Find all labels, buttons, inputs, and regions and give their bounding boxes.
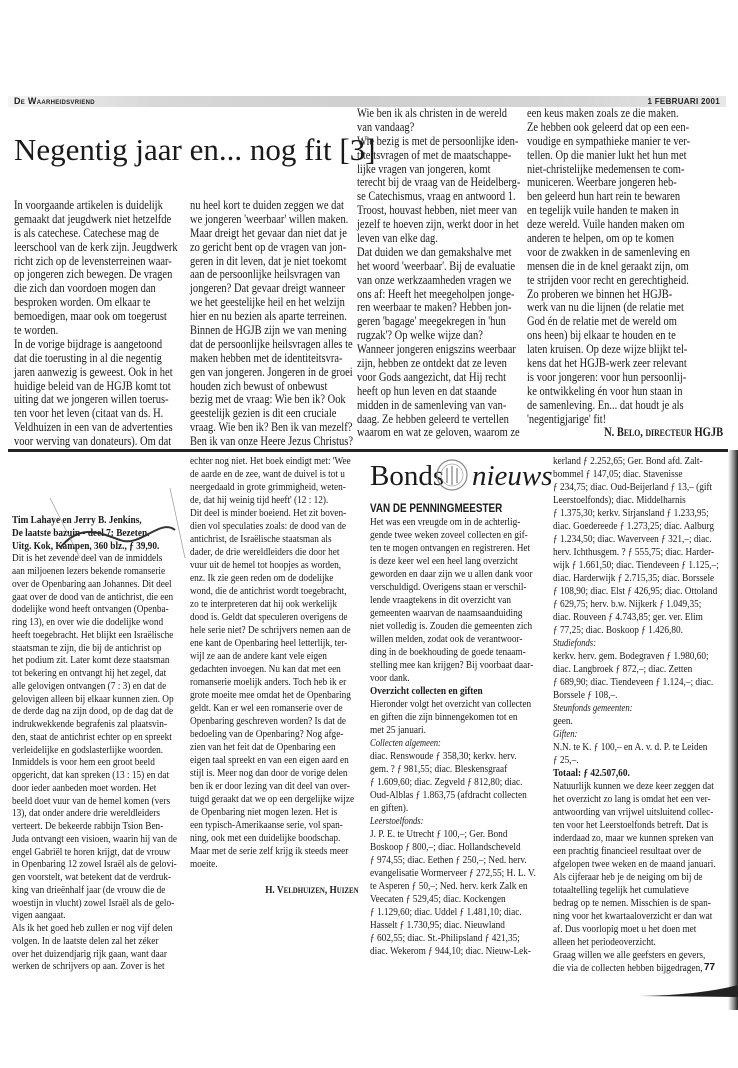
text-line: volgen. In de laatste delen zal het zéker — [12, 934, 159, 947]
text-line: Troost, houvast hebben, niet meer van — [357, 203, 518, 218]
text-line: gelovigen alleen bij elkaar kunnen zien. Op — [12, 692, 174, 705]
text-line: Dit deel is minder boeiend. Het zit boven- — [190, 507, 347, 519]
text-line: tuigd geraakt dat we op een dergelijke wijze — [190, 793, 355, 805]
text-line: alle gelovigen ontvangen (7 : 3) en dat de — [12, 679, 167, 692]
article-column-4 — [527, 107, 723, 440]
text-line: herv. Ichthusgem. ? ƒ 555,75; diac. Harder- — [553, 546, 715, 558]
article-column-3 — [357, 107, 525, 440]
text-line: deze wereld. Vuile handen maken om — [527, 217, 685, 232]
text-line: Uitg. Kok, Kampen, 360 blz., ƒ 39,90. — [12, 539, 160, 552]
text-line: een typisch-Amerikaanse serie, vol span- — [190, 819, 343, 831]
text-line: ons heen) bij elkaar te houden en te — [527, 328, 676, 343]
text-line: Wie bezig is met de persoonlijke iden- — [357, 133, 519, 148]
text-line: antwoording van vrijwel uitsluitend collec- — [553, 806, 714, 818]
publication-name: De Waarheidsvriend — [14, 96, 95, 106]
text-line: wond, die de antichrist wordt toegebracht, — [190, 585, 347, 597]
text-line: beeld doet vuur van de hemel komen (vers — [12, 794, 171, 807]
text-line: king van drieënhalf jaar (de vrouw die de — [12, 883, 166, 896]
text-line: zo gericht bent op de vragen van jon- — [190, 239, 347, 254]
page-curl-shadow — [640, 985, 738, 997]
logo-text-left: Bonds — [370, 460, 445, 492]
text-line: zijn, hebben ze ontdekt dat ze leven — [357, 356, 507, 371]
text-line: romanserie moelijk anders. Toch heb ik er — [190, 676, 347, 688]
text-line: met 25 januari. — [370, 724, 426, 736]
text-line: Ben ik van onze Heere Jezus Christus? — [190, 434, 353, 449]
text-line: is als catechese. Catechese mag de — [14, 225, 159, 240]
text-line: bedrag op te nemen. Misschien is de span- — [553, 897, 711, 909]
text-line: de, dat hij weinig tijd heeft' (12 : 12). — [190, 494, 329, 506]
text-line: ring 13), en over wie die dodelijke wond — [12, 616, 164, 628]
text-line: diac. Langbroek ƒ 872,–; diac. Zetten — [553, 663, 693, 675]
text-line: indrukwekkende begrafenis zal plaatsvin- — [12, 718, 167, 730]
text-line: zo te interpreteren dat hij ook werkelijk — [190, 598, 337, 610]
text-line: bemoedigen, maar ook om toegerust — [14, 309, 167, 324]
page-number: 77 — [704, 962, 716, 973]
text-line: vuur uit de hemel tot hoopjes as worden, — [190, 559, 342, 571]
text-line: en giften die zijn binnengekomen tot en — [370, 711, 518, 723]
text-line: geren 'bagage' meegekregen in 'hun — [357, 314, 506, 329]
text-line: ƒ 689,90; diac. Tiendeveen ƒ 1.124,–; diac. — [553, 676, 714, 688]
text-line: ene kant de Openbaring heel letterlijk, ter- — [190, 637, 348, 649]
text-line: te worden. — [14, 323, 59, 338]
article-column-1 — [14, 199, 182, 449]
text-line: ning voor het kwartaaloverzicht er dan wat — [553, 910, 713, 922]
section-heading: VAN DE PENNINGMEESTER — [370, 503, 503, 515]
article-column-2 — [190, 199, 358, 449]
subsection-label: Studiefonds: — [553, 638, 596, 649]
text-line: te strijden voor recht en gerechtigheid. — [527, 272, 689, 287]
text-line: het overzicht zo lang is omdat het een ver- — [553, 793, 711, 805]
text-line: Natuurlijk kunnen we deze keer zeggen dat — [553, 780, 714, 792]
text-line: vraag. Wie ben ik? Ben ik van mezelf? — [190, 420, 353, 435]
text-line: ding in de boekhouding de goede tenaam- — [370, 646, 526, 658]
text-line: ten te mogen ontvangen en registreren. Het — [370, 542, 531, 554]
text-line: voor werving van donateurs). Om dat — [14, 434, 172, 449]
text-line: Veecaten ƒ 529,45; diac. Kockengen — [370, 893, 506, 905]
text-line: is deze keer wel een heel lang overzicht — [370, 555, 518, 567]
text-line: gemaakt dat jeugdwerk niet hetzelfde — [14, 211, 172, 226]
author-signature: H. Veldhuizen, Huizen — [265, 884, 359, 896]
text-line: ning, ook met een duidelijke boodschap. — [190, 832, 341, 844]
text-line: niet-christelijke medemensen te com- — [527, 161, 685, 176]
text-line: stelling mee kan krijgen? Bij voorbaat daar- — [370, 659, 534, 671]
text-line: de derde dag na zijn dood, op de dag dat de — [12, 705, 174, 718]
text-line: voor dank. — [370, 672, 410, 684]
text-line: Openbaring geschreven worden? Is dat de — [190, 715, 346, 727]
bondsnieuws-column-2 — [553, 455, 722, 975]
text-line: dader, de drie wereldleiders die door het — [190, 546, 340, 558]
text-line: kens dat het HGJB-werk zeer relevant — [527, 356, 687, 371]
article-title: Negentig jaar en... nog fit [3] — [14, 132, 376, 167]
text-line: diac. Renswoude ƒ 358,30; kerkv. herv. — [370, 750, 517, 762]
text-line: bedoeling van de Openbaring? Nog afge- — [190, 728, 344, 740]
text-line: diac. Wekerom ƒ 944,10; diac. Nieuw-Lek- — [370, 945, 532, 957]
text-line: van vandaag? — [357, 119, 415, 134]
text-line: jongeren? Dat gevaar dreigt wanneer — [190, 281, 345, 296]
author-signature: N. Belo, directeur HGJB — [604, 425, 724, 440]
text-line: werken de schrijvers op aan. Zover is het — [12, 960, 165, 973]
text-line: ons af: Heeft het meegeholpen jonge- — [357, 286, 515, 301]
text-line: dood is. Geldt dat speculeren overigens de — [190, 611, 348, 623]
text-line: hele serie niet? De schrijvers nemen aan de — [190, 624, 351, 636]
text-line: over het duizendjarig rijk gaan, want daar — [12, 947, 167, 960]
text-line: Oud-Alblas ƒ 1.863,75 (afdracht collecten — [370, 789, 527, 801]
text-line: ƒ 629,75; herv. b.w. Nijkerk ƒ 1.049,35; — [553, 598, 702, 610]
text-line: Graag willen we alle geefsters en gevers, — [553, 949, 706, 961]
text-line: Wanneer jongeren enigszins weerbaar — [357, 342, 516, 357]
text-line: voor Gods aangezicht, dat Hij recht — [357, 369, 507, 384]
text-line: leerschool van de kerk zijn. Jeugdwerk — [14, 239, 178, 254]
text-line: diac. Rouveen ƒ 4.743,85; ger. ver. Elim — [553, 611, 703, 623]
text-line: we jongeren 'weerbaar' willen maken. — [190, 211, 349, 226]
text-line: ƒ 602,55; diac. St.-Philipsland ƒ 421,35; — [370, 932, 520, 944]
text-line: Maar met de serie zelf krijg ik steeds meer — [190, 845, 349, 857]
text-line: waarom en wat ze geloven, waarom ze — [357, 425, 520, 440]
text-line: ben geleerd hun hart rein te bewaren — [527, 189, 681, 204]
text-line: lende vraagtekens in dit overzicht van — [370, 594, 512, 606]
text-line: In de vorige bijdrage is aangetoond — [14, 336, 163, 351]
text-line: wijl ze aan de andere kant vele eigen — [190, 650, 327, 662]
text-line: en tegelijk vuile handen te maken in — [527, 203, 679, 218]
text-line: alleen het periodeoverzicht. — [553, 936, 656, 948]
text-line: gedachten invoegen. Nu kan dat met een — [190, 663, 341, 675]
text-line: dodelijke wond heeft ontvangen (Openba- — [12, 603, 169, 616]
review-column-2 — [190, 455, 359, 897]
text-line: geen. — [553, 715, 573, 727]
text-line: besproken worden. Om elkaar te — [14, 295, 151, 310]
text-line: zien van het feit dat de Openbaring een — [190, 741, 336, 753]
text-line: maken hebben met de identiteitsvra- — [190, 350, 343, 365]
text-line: geldt. Kan er wel een romanserie over de — [190, 702, 343, 714]
text-line: jezelf te hoeven zijn, werkt door in het — [357, 217, 519, 232]
text-line: God én de relatie met de wereld om — [527, 314, 677, 329]
page-edge-shadow — [728, 450, 738, 1010]
text-line: municeren. Weerbare jongeren heb- — [527, 175, 677, 190]
text-line: wijk ƒ 1.661,50; diac. Tiendeveen ƒ 1.125,–; — [553, 559, 719, 571]
bondsnieuws-logo — [370, 458, 553, 494]
text-line: ten voor het leven (citaat van ds. H. — [14, 406, 164, 421]
subsection-label: Steunfonds gemeenten: — [553, 703, 633, 714]
text-line: het podium zit. Later komt deze staatsman — [12, 654, 170, 667]
text-line: hier en nu bezien als aparte terreinen. — [190, 309, 347, 324]
text-line: antichrist, de Israëlische staatsman als — [190, 533, 332, 545]
text-line: staatsman te zijn, die bij de antichrist op — [12, 641, 162, 654]
text-line: Het was een vreugde om in de achterlig- — [370, 516, 521, 528]
text-line: gem. ? ƒ 981,55; diac. Bleskensgraaf — [370, 763, 508, 775]
text-line: moeite. — [190, 858, 218, 870]
text-line: gende twee weken zoveel collecten en gif- — [370, 529, 528, 541]
text-line: eigen taal spreekt en van een eigen aard en — [190, 754, 349, 766]
text-line: die zich dan voordoen mogen dan — [14, 281, 156, 296]
text-line: Overzicht collecten en giften — [370, 685, 483, 697]
text-line: een keus maken zoals ze die maken. — [527, 106, 679, 120]
text-line: afgelopen twee weken en de maand januari. — [553, 858, 716, 870]
text-line: Borssele ƒ 108,–. — [553, 689, 618, 701]
text-line: Dat duiden we dan gemakshalve met — [357, 244, 512, 259]
text-line: 13), dat onder andere drie wereldleiders — [12, 807, 160, 820]
text-line: Maar dreigt het gevaar dan niet dat je — [190, 225, 347, 240]
text-line: ƒ 1.609,60; diac. Zegveld ƒ 812,80; diac. — [370, 776, 523, 788]
text-line: aan de persoonlijke heilsvragen van — [190, 267, 341, 282]
text-line: ƒ 25,–. — [553, 754, 579, 766]
text-line: Tim Lahaye en Jerry B. Jenkins, — [12, 514, 142, 526]
text-line: Wie ben ik als christen in de wereld — [357, 106, 508, 120]
text-line: en giften). — [370, 802, 409, 814]
text-line: ƒ 234,75; diac. Oud-Beijerland ƒ 13,– (gift — [553, 481, 713, 493]
text-line: vigen aangaat. — [12, 909, 66, 922]
text-line: gen van jongeren. Jongeren in de groei — [190, 364, 353, 379]
text-line: neergedaald in grote grimmigheid, weten- — [190, 481, 346, 493]
text-line: door ieder aanbeden moet worden. Het — [12, 781, 157, 794]
text-line: Als cijferaar heb je de neiging om bij de — [553, 871, 703, 883]
text-line: verteert. De bekeerde rabbijn Tsion Ben- — [12, 820, 164, 832]
text-line: kerland ƒ 2.252,65; Ger. Bond afd. Zalt- — [553, 455, 703, 467]
text-line: inderdaad zo, maar we kunnen spreken van — [553, 832, 714, 844]
text-line: geestelijk gezien is dit een cruciale — [190, 406, 337, 421]
text-line: houden zich bewust of onbewust — [190, 378, 328, 393]
text-line: Hieronder volgt het overzicht van collecten — [370, 698, 532, 710]
seal-emblem-icon — [436, 459, 468, 491]
text-line: ƒ 1.234,50; diac. Waverveen ƒ 321,–; diac. — [553, 533, 712, 545]
text-line: se Catechismus, vraag en antwoord 1. — [357, 189, 516, 204]
text-line: Boskoop ƒ 800,–; diac. Hollandscheveld — [370, 841, 521, 853]
text-line: ke ontwikkeling én voor hun staan in — [527, 383, 683, 398]
text-line: niet volledig is. Zouden die gemeenten zich — [370, 620, 533, 632]
text-line: de Openbaring niet mogen lezen. Het is — [190, 806, 338, 818]
text-line: geren in dit leven, dat je niet toekomt — [190, 253, 347, 268]
text-line: jaren aanwezig is geweest. Ook in het — [14, 364, 173, 379]
text-line: Leerstoelfonds); diac. Middelharnis — [553, 494, 686, 506]
text-line: aan miljoenen lezers bekende romanserie — [12, 565, 166, 577]
text-line: bommel ƒ 147,05; diac. Stavenisse — [553, 468, 683, 480]
text-line: ƒ 1.129,60; diac. Uddel ƒ 1.481,10; diac. — [370, 906, 522, 918]
text-line: is voor jongeren: voor hun persoonlij- — [527, 369, 687, 384]
text-line: leven van elke dag. — [357, 231, 438, 246]
logo-text-right: nieuws — [472, 460, 553, 492]
text-line: daag. Ze hebben geleerd te vertellen — [357, 411, 509, 426]
text-line: uiting dat we jongeren willen toerus- — [14, 392, 169, 407]
text-line: de aarde en de zee, want de duivel is tot u — [190, 468, 345, 480]
text-line: Juda ontvangt een visioen, waarin hij van de — [12, 832, 178, 845]
text-line: richt zich op de levensterreinen waar- — [14, 253, 172, 268]
text-line: geworden en daar zijn we u allen dank voor — [370, 568, 533, 580]
text-line: ten voor het Leerstoelfonds betreft. Dat is — [553, 819, 708, 831]
text-line: heeft toegebracht. Het blijkt een Israëlische — [12, 628, 174, 641]
issue-date: 1 FEBRUARI 2001 — [647, 97, 720, 106]
text-line: dien vol speculaties zoals: de dood van de — [190, 520, 347, 532]
text-line: een prachtig financieel resultaat over de — [553, 845, 702, 857]
text-line: den, staat de antichrist echter op en spreekt — [12, 730, 172, 743]
text-line: Zo proberen we binnen het HGJB- — [527, 286, 673, 301]
text-line: de samenleving. En... dat houdt je als — [527, 397, 684, 412]
subsection-label: Giften: — [553, 729, 578, 740]
text-line: engel Gabriël te horen krijgt, dat de vrouw — [12, 845, 171, 858]
text-line: in Openbaring 12 zowel Israël als de gelovi- — [12, 858, 177, 871]
text-line: willen melden, zodat ook de verantwoor- — [370, 633, 523, 645]
text-line: gaat over de dood van de antichrist, die een — [12, 590, 174, 603]
text-line: die via de collecten hebben bijgedragen, — [553, 962, 703, 974]
text-line: ƒ 974,55; diac. Eethen ƒ 250,–; Ned. herv. — [370, 854, 527, 866]
text-line: voor de zwakken in de samenleving en — [527, 244, 690, 259]
text-line: dat die toerusting in al die negentig — [14, 350, 162, 365]
text-line: echter nog niet. Het boek eindigt met: 'Wee — [190, 455, 351, 467]
section-divider — [8, 449, 728, 452]
text-line: gemeenten waarvan de naamsaanduiding — [370, 607, 523, 619]
text-line: laten kruisen. Op deze wijze blijkt tel- — [527, 342, 688, 357]
text-line: Veldhuizen in een van de advertenties — [14, 420, 173, 435]
text-line: lijke vragen van jongeren, komt — [357, 161, 491, 176]
text-line: kerkv. herv. gem. Bodegraven ƒ 1.980,60; — [553, 650, 709, 662]
text-line: enz. Ik zie geen reden om de dodelijke — [190, 572, 334, 584]
text-line: ƒ 77,25; diac. Boskoop ƒ 1.426,80. — [553, 624, 683, 636]
text-line: nu heel kort te duiden zeggen we dat — [190, 198, 344, 212]
text-line: over de Openbaring aan Johannes. Dit deel — [12, 577, 172, 590]
text-line: 'negentigjarige' fit! — [527, 411, 607, 426]
text-line: ren weerbaar te maken? Hebben jon- — [357, 300, 512, 315]
text-line: rugzak'? Op welke wijze dan? — [357, 328, 483, 343]
text-line: Ze hebben ook geleerd dat op een een- — [527, 119, 690, 134]
text-line: gen voorstelt, wat betekent dat de verdruk- — [12, 871, 172, 883]
review-column-1 — [12, 514, 181, 973]
text-line: bezig met de vraag: Wie ben ik? Ook — [190, 392, 346, 407]
text-line: totaaltelling tegelijk het cumulatieve — [553, 884, 689, 896]
text-line: woestijn in vlucht) zowel Israël als de gelo- — [12, 896, 175, 909]
bondsnieuws-column-1 — [370, 503, 539, 958]
text-line: verschuldigd. Overigens staan er verschil- — [370, 581, 527, 593]
text-line: N.N. te K. ƒ 100,– en A. v. d. P. te Leiden — [553, 741, 708, 753]
text-line: ƒ 1.375,30; kerkv. Sirjansland ƒ 1.233,95; — [553, 507, 709, 519]
text-line: J. P. E. te Utrecht ƒ 100,–; Ger. Bond — [370, 828, 508, 840]
text-line: grote moeite mee omdat het de Openbaring — [190, 689, 351, 701]
text-line: midden in de samenleving van van- — [357, 397, 507, 412]
text-line: Hasselt ƒ 1.730,95; diac. Nieuwland — [370, 919, 505, 931]
text-line: verleidelijke en godslasterlijke woorden. — [12, 743, 164, 756]
text-line: Dit is het zevende deel van de inmiddels — [12, 552, 163, 565]
text-line: op jongeren zich bewegen. De vragen — [14, 267, 173, 282]
text-line: voudige en sympathieke manier te ver- — [527, 133, 691, 148]
text-line: dat de persoonlijke heilsvragen alles te — [190, 336, 353, 351]
text-line: werk van nu die lijnen (de relatie met — [527, 300, 684, 315]
scribble-mark-icon — [20, 478, 190, 568]
text-line — [190, 871, 359, 884]
text-line: opgericht, dat kan spreken (13 : 15) en dat — [12, 769, 170, 781]
text-line: Als ik het goed heb zullen er nog vijf delen — [12, 922, 173, 934]
text-line: stijl is. Meer nog dan door de vorige delen — [190, 767, 348, 779]
text-line: Inmiddels is voor hem een groot beeld — [12, 756, 155, 769]
text-line: Binnen de HGJB zijn we van mening — [190, 323, 347, 338]
subsection-label: Collecten algemeen: — [370, 738, 441, 749]
text-line: In voorgaande artikelen is duidelijk — [14, 198, 163, 212]
text-line: anderen te helpen, om op te komen — [527, 231, 674, 246]
text-line: te Asperen ƒ 50,–; Ned. herv. kerk Zalk en — [370, 880, 528, 892]
text-line: ƒ 108,90; diac. Elst ƒ 426,95; diac. Ottoland — [553, 585, 718, 597]
text-line: De laatste bazuin - deel 7: Bezeten. — [12, 526, 150, 539]
text-line: titeitsvragen of met de maatschappe- — [357, 147, 512, 162]
text-line: terecht bij de vraag van de Heidelberg- — [357, 175, 521, 190]
text-line: heeft op hun leven en dat staande — [357, 383, 497, 398]
text-line: tot bekering en ontvangt hij het zegel, dat — [12, 667, 167, 679]
text-line: diac. Harderwijk ƒ 2.715,35; diac. Borssele — [553, 572, 715, 584]
subsection-label: Leerstoelfonds: — [370, 816, 424, 827]
text-line: van onze werkzaamheden vragen we — [357, 272, 512, 287]
text-line: mensen die in de knel geraakt zijn, om — [527, 258, 689, 273]
text-line: ben ik er door lezing van dit deel van over- — [190, 780, 350, 792]
text-line: Totaal: ƒ 42.507,60. — [553, 767, 630, 779]
text-line: tellen. Op die manier lukt het hun met — [527, 147, 687, 162]
text-line: diac. Goedereede ƒ 1.273,25; diac. Aalburg — [553, 520, 714, 532]
text-line: af. Dus voorlopig moet u het doen met — [553, 923, 697, 935]
text-line: het woord 'weerbaar'. Bij de evaluatie — [357, 258, 516, 273]
text-line: evangelisatie Wormerveer ƒ 272,55; H. L. V. — [370, 867, 536, 879]
text-line: huidige beleid van de HGJB komt tot — [14, 378, 171, 393]
text-line: we het geestelijke heil en het welzijn — [190, 295, 345, 310]
